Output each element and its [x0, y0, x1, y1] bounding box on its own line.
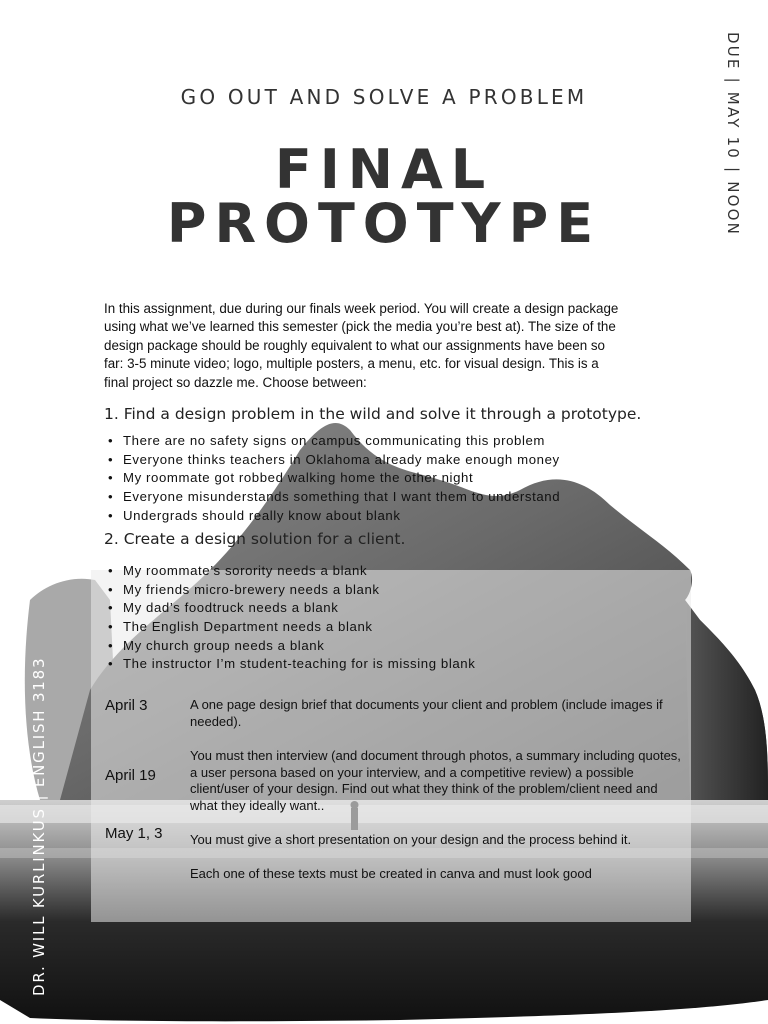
bullet-icon: • [108, 656, 114, 672]
list-item: • The instructor I’m student-teaching for is missing blank [108, 655, 475, 674]
option-2-heading: 2. Create a design solution for a client. [104, 530, 406, 548]
schedule-desc-3: You must give a short presentation on your design and the process behind it. [190, 832, 632, 847]
bullet-icon: • [108, 489, 114, 505]
schedule-desc-1: A one page design brief that documents your client and problem (include images if needed). [190, 697, 663, 729]
bullet-icon: • [108, 433, 114, 448]
author-course-vertical: DR. WILL KURLINKUS | ENGLISH 3183 [30, 656, 48, 996]
option-1-heading: 1. Find a design problem in the wild and solve it through a prototype. [104, 405, 642, 423]
bullet-icon: • [108, 637, 114, 653]
title-line-final: FINAL [274, 138, 494, 201]
bullet-icon: • [108, 470, 114, 486]
due-date-vertical: DUE | MAY 10 | NOON [724, 32, 742, 237]
list-item: • My roommate’s sorority needs a blank [108, 562, 475, 581]
option-1-list [108, 432, 560, 525]
list-item: • My roommate got robbed walking home the other night [108, 469, 560, 488]
bullet-icon: • [108, 563, 114, 578]
schedule-date-1: April 3 [105, 697, 148, 714]
bullet-icon: • [108, 581, 114, 597]
list-item: • My church group needs a blank [108, 637, 475, 656]
list-item: • There are no safety signs on campus communicating this problem [108, 432, 560, 451]
title-line-prototype: PROTOTYPE [166, 192, 602, 255]
list-item: • My friends micro-brewery needs a blank [108, 581, 475, 600]
bullet-icon: • [108, 451, 114, 467]
list-item: • Everyone misunderstands something that I want them to understand [108, 488, 560, 507]
option-2-list [108, 562, 475, 674]
page-subtitle: GO OUT AND SOLVE A PROBLEM [180, 85, 588, 109]
schedule-date-2: April 19 [105, 767, 156, 784]
schedule-desc-2: You must then interview (and document through photos, a summary including quotes, a user persona based on your interview, and a competitive review) a possible client/user of your design. Find out what they think of the problem/client need and what they ideally want.. [190, 748, 681, 813]
bullet-icon: • [108, 600, 114, 616]
bullet-icon: • [108, 507, 114, 523]
schedule-date-3: May 1, 3 [105, 825, 163, 842]
list-item: • My dad’s foodtruck needs a blank [108, 599, 475, 618]
list-item: • Undergrads should really know about blank [108, 507, 560, 526]
bullet-icon: • [108, 619, 114, 635]
assignment-intro: In this assignment, due during our finals week period. You will create a design package using what we’ve learned this semester (pick the media you’re best at). The size of the design package should be roughly equivalent to what our assignments have been so far: 3-5 minute video; logo, multiple posters, a menu, etc. for visual design. This is a final project so dazzle me. Choose between: [104, 301, 619, 390]
schedule-note: Each one of these texts must be created in canva and must look good [190, 866, 592, 881]
list-item: • The English Department needs a blank [108, 618, 475, 637]
list-item: • Everyone thinks teachers in Oklahoma already make enough money [108, 451, 560, 470]
